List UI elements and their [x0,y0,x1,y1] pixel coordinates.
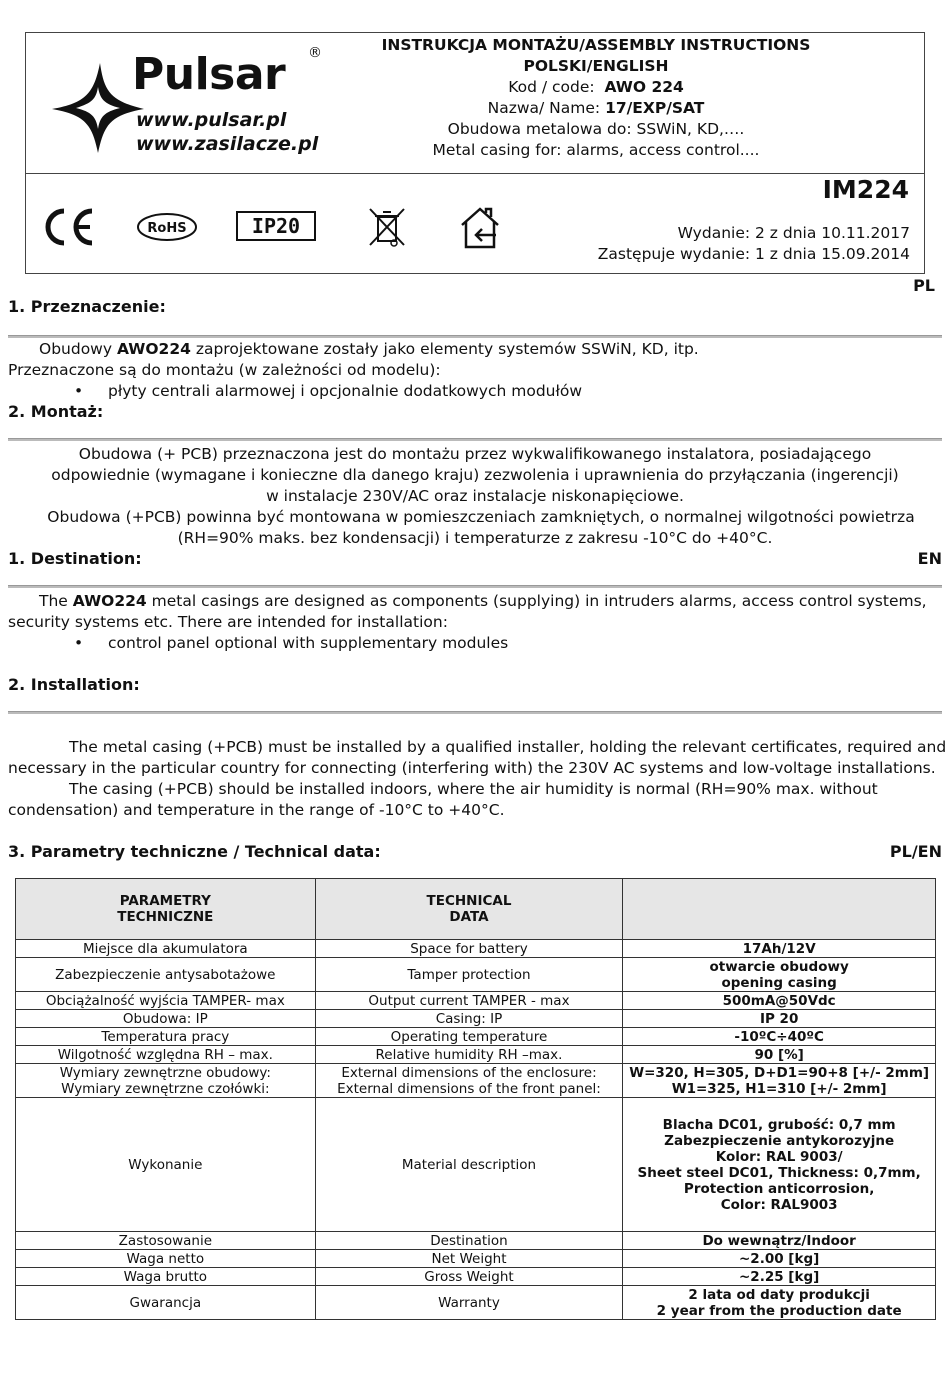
cell-text: Space for battery [410,940,528,957]
edition-date: Wydanie: 2 z dnia 10.11.2017 [677,224,910,242]
param-name-pl [16,1098,316,1232]
header-text: DATA [449,909,489,925]
cell-text: Relative humidity RH –max. [375,1046,563,1063]
installation-line: The casing (+PCB) should be installed indoors, where the air humidity is normal (RH=90% max. without [69,780,878,798]
cell-text: Wilgotność względna RH – max. [57,1046,273,1063]
cell-text: Net Weight [431,1250,507,1267]
doc-language: POLSKI/ENGLISH [523,57,669,75]
description-en: Metal casing for: alarms, access control.... [432,141,760,159]
cell-text: External dimensions of the front panel: [337,1080,601,1097]
cell-text: Zastosowanie [118,1232,212,1249]
cell-text: Zabezpieczenie antykorozyjne [664,1132,895,1149]
param-name-en [315,1268,623,1286]
cell-text: Obudowa: IP [122,1010,208,1027]
pulsar-logo [46,43,336,163]
table-row [16,1028,936,1046]
lang-marker-en: EN [917,549,942,568]
cell-text: Casing: IP [435,1010,503,1027]
cell-text: Kolor: RAL 9003/ [715,1148,843,1165]
name-label: Nazwa/ Name: [487,99,601,117]
lang-marker-plen: PL/EN [889,842,942,861]
instruction-code: IM224 [822,175,909,204]
section-rule [8,335,942,338]
website-link-pulsar[interactable]: www.pulsar.pl [136,109,287,131]
param-value [623,940,936,958]
purpose-bullet-pl: płyty centrali alarmowej i opcjonalnie dodatkowych modułów [108,382,583,400]
cell-text: 2 year from the production date [656,1302,902,1319]
installation-line: necessary in the particular country for connecting (interfering with) the 230V AC systems and low-voltage installations. [8,759,936,777]
param-name-en [315,1046,623,1064]
param-name-pl [16,1064,316,1098]
mounting-text-pl [8,444,942,549]
cell-text: Blacha DC01, grubość: 0,7 mm [662,1116,896,1133]
param-name-en [315,1064,623,1098]
text: Obudowy [39,340,117,358]
ip20-icon: IP20 [236,211,316,241]
param-value [623,1286,936,1320]
param-name-en [315,1028,623,1046]
replaces-edition: Zastępuje wydanie: 1 z dnia 15.09.2014 [597,245,910,263]
section-rule [8,585,942,588]
cell-text: Sheet steel DC01, Thickness: 0,7mm, [637,1164,921,1181]
cell-text: Obciążalność wyjścia TAMPER- max [45,992,285,1009]
text: zaprojektowane zostały jako elementy systemów SSWiN, KD, itp. [190,340,699,358]
cell-text: Gross Weight [424,1268,514,1285]
param-name-en [315,940,623,958]
section-heading-installation: 2. Installation: [8,675,140,694]
section-rule [8,711,942,714]
mounting-line: (RH=90% maks. bez kondensacji) i temperaturze z zakresu -10°C do +40°C. [177,529,773,547]
cell-text: IP 20 [759,1010,799,1027]
header-text: TECHNICZNE [117,909,214,925]
cell-text: Temperatura pracy [101,1028,230,1045]
cell-text: Gwarancja [129,1294,202,1311]
ce-mark-icon [42,207,98,247]
cell-text: Operating temperature [390,1028,548,1045]
mounting-line: Obudowa (+PCB) powinna być montowana w pomieszczeniach zamkniętych, o normalnej wilgotności powietrza [47,508,915,526]
cell-text: Wykonanie [128,1156,203,1173]
param-name-en [315,958,623,992]
installation-text-en [8,737,946,821]
cell-text: Miejsce dla akumulatora [82,940,248,957]
header-cell-en [315,879,623,940]
param-name-pl [16,992,316,1010]
cell-text: Waga brutto [123,1268,208,1285]
installation-line: condensation) and temperature in the range of -10°C to +40°C. [8,801,505,819]
param-value [623,1250,936,1268]
cell-text: ~2.25 [kg] [738,1268,820,1285]
doc-title: INSTRUKCJA MONTAŻU/ASSEMBLY INSTRUCTIONS [381,36,811,54]
header-text: TECHNICAL [426,893,512,909]
table-row [16,958,936,992]
param-name-pl [16,940,316,958]
mounting-line: odpowiednie (wymagane i konieczne dla danego kraju) zezwolenia i uprawnienia do przyłączania (ingerencji) [51,466,899,484]
cell-text: Zabezpieczenie antysabotażowe [55,966,276,983]
header-divider [26,173,924,174]
cell-text: W=320, H=305, D+D1=90+8 [+/- 2mm] [629,1064,930,1081]
description-pl: Obudowa metalowa do: SSWiN, KD,…. [447,120,745,138]
bullet-icon: • [74,382,84,400]
cell-text: otwarcie obudowy [709,958,849,975]
param-value [623,1028,936,1046]
param-value [623,1010,936,1028]
cell-text: 17Ah/12V [742,940,816,957]
section-heading-technical-data: 3. Parametry techniczne / Technical data: [8,842,381,861]
header-text: PARAMETRY [119,893,211,909]
cell-text: 500mA@50Vdc [722,992,836,1009]
cell-text: ~2.00 [kg] [738,1250,820,1267]
param-value [623,1046,936,1064]
name-value: 17/EXP/SAT [605,99,705,117]
title-block [346,35,846,161]
section-heading-destination: 1. Destination: [8,549,142,568]
param-name-en [315,992,623,1010]
technical-data-table [15,878,936,1320]
cell-text: Warranty [438,1294,500,1311]
destination-paragraph-en [39,591,927,612]
param-name-en [315,1232,623,1250]
section-heading-mounting: 2. Montaż: [8,402,104,421]
indoor-house-icon [458,205,504,251]
param-name-pl [16,1250,316,1268]
certification-icons [42,203,522,253]
param-name-pl [16,958,316,992]
registered-mark: ® [308,45,322,61]
param-name-en [315,1010,623,1028]
table-row [16,940,936,958]
website-link-zasilacze[interactable]: www.zasilacze.pl [136,133,319,155]
destination-intro-en: security systems etc. There are intended for installation: [8,613,448,631]
section-rule [8,438,942,441]
product-name-line [346,98,846,119]
table-row [16,1268,936,1286]
param-name-pl [16,1010,316,1028]
param-value [623,1064,936,1098]
product-model: AWO224 [116,340,191,358]
brand-name: Pulsar [132,49,286,100]
purpose-paragraph-pl [39,339,699,360]
header-cell-value [623,879,936,940]
code-label: Kod / code: [508,78,595,96]
table-row [16,1046,936,1064]
cell-text: Output current TAMPER - max [368,992,570,1009]
weee-bin-icon [366,205,410,251]
bullet-icon: • [74,634,84,652]
mounting-line: Obudowa (+ PCB) przeznaczona jest do montażu przez wykwalifikowanego instalatora, posiadającego [78,445,872,463]
cell-text: Wymiary zewnętrzne czołówki: [61,1080,270,1097]
param-value [623,992,936,1010]
table-row [16,1250,936,1268]
section-heading-purpose: 1. Przeznaczenie: [8,297,166,316]
param-name-pl [16,1046,316,1064]
cell-text: Wymiary zewnętrzne obudowy: [59,1064,271,1081]
cell-text: Destination [430,1232,508,1249]
cell-text: Waga netto [126,1250,205,1267]
param-value [623,1098,936,1232]
cell-text: External dimensions of the enclosure: [341,1064,597,1081]
param-name-pl [16,1232,316,1250]
param-name-pl [16,1028,316,1046]
table-header-row [16,879,936,940]
destination-bullet-en: control panel optional with supplementary modules [108,634,509,652]
document-header [25,32,925,274]
installation-line: The metal casing (+PCB) must be installed by a qualified installer, holding the relevant certificates, required and [69,738,947,756]
table-row [16,1232,936,1250]
param-value [623,958,936,992]
cell-text: Do wewnątrz/Indoor [702,1232,856,1249]
header-cell-pl [16,879,316,940]
table-row [16,992,936,1010]
rohs-label: RoHS [147,221,187,236]
table-row [16,1064,936,1098]
param-name-pl [16,1286,316,1320]
code-value: AWO 224 [604,78,684,96]
lang-marker-pl: PL [913,276,935,295]
mounting-line: w instalacje 230V/AC oraz instalacje niskonapięciowe. [266,487,684,505]
rohs-icon [136,211,198,243]
cell-text: 2 lata od daty produkcji [688,1286,870,1303]
text: metal casings are designed as components (supplying) in intruders alarms, access control systems, [146,592,927,610]
product-model: AWO224 [72,592,147,610]
cell-text: Protection anticorrosion, [683,1180,875,1197]
text: The [39,592,73,610]
table-row [16,1010,936,1028]
cell-text: opening casing [721,974,837,991]
edition-info [598,223,910,265]
table-row [16,1098,936,1232]
param-name-en [315,1098,623,1232]
cell-text: -10ºC÷40ºC [734,1028,824,1045]
param-name-en [315,1250,623,1268]
cell-text: Color: RAL9003 [720,1196,838,1213]
param-name-en [315,1286,623,1320]
table-body [16,940,936,1320]
cell-text: Material description [401,1156,537,1173]
cell-text: Tamper protection [407,966,531,983]
table-row [16,1286,936,1320]
cell-text: 90 [%] [754,1046,804,1063]
param-name-pl [16,1268,316,1286]
param-value [623,1232,936,1250]
param-value [623,1268,936,1286]
cell-text: W1=325, H1=310 [+/- 2mm] [671,1080,887,1097]
product-code-line [346,77,846,98]
purpose-intro-pl: Przeznaczone są do montażu (w zależności od modelu): [8,361,441,379]
